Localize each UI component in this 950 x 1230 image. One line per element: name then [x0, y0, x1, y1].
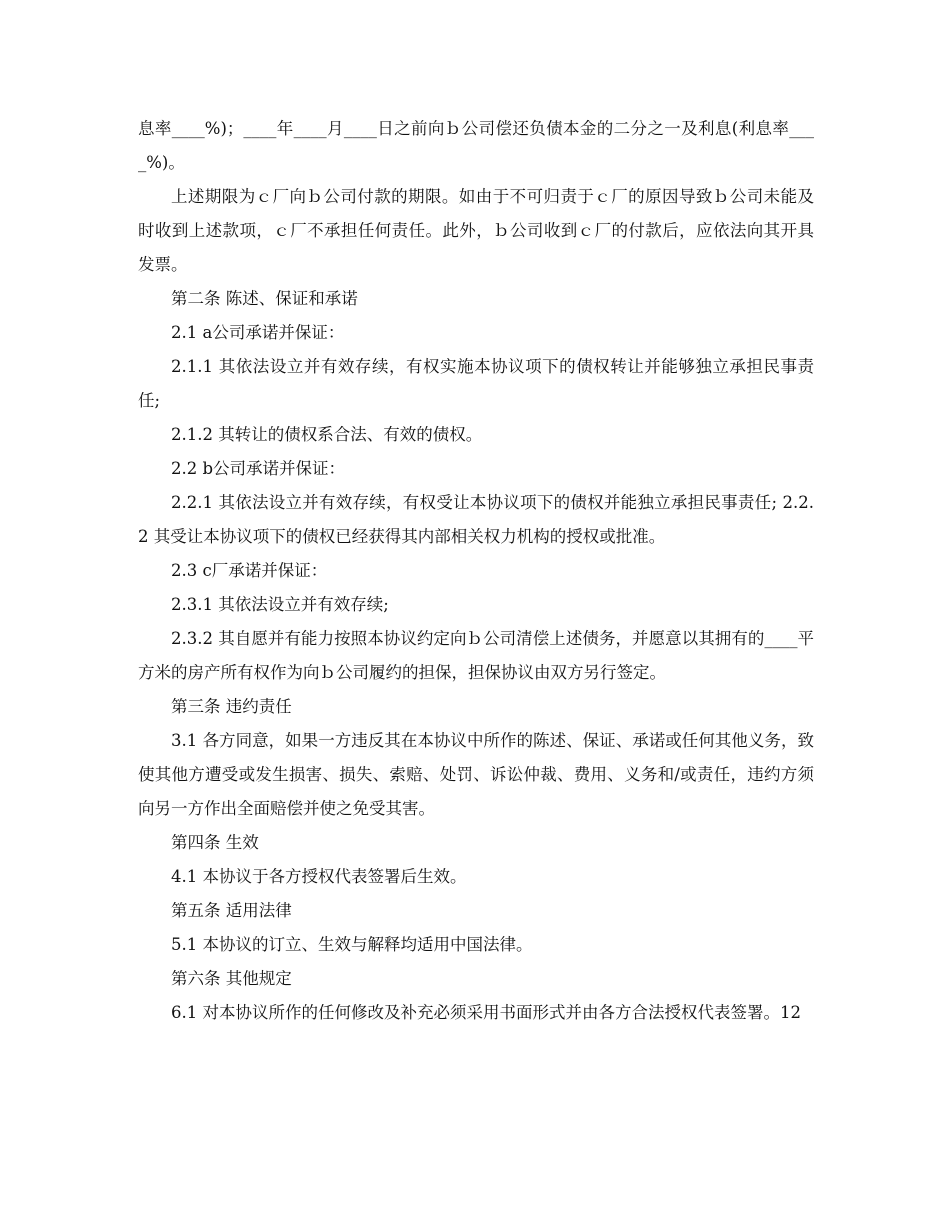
clause-2-2: 2.2 b公司承诺并保证： [171, 459, 346, 478]
article-6-heading: 第六条 其他规定 [171, 969, 292, 988]
clause-5-1: 5.1 本协议的订立、生效与解释均适用中国法律。 [171, 935, 533, 954]
paragraph-payment-term: 上述期限为ｃ厂向ｂ公司付款的期限。如由于不可归责于ｃ厂的原因导致ｂ公司未能及时收到上述款项，ｃ厂不承担任何责任。此外，ｂ公司收到ｃ厂的付款后，应依法向其开具发票。 [138, 187, 814, 274]
article-4-heading: 第四条 生效 [171, 833, 259, 852]
paragraph-interest-rate-continued: 息率____%)；____年____月____日之前向ｂ公司偿还负债本金的二分之一及利息(利息率____%)。 [138, 119, 814, 172]
clause-4-1: 4.1 本协议于各方授权代表签署后生效。 [171, 867, 467, 886]
article-5-heading: 第五条 适用法律 [171, 901, 292, 920]
clause-6-1: 6.1 对本协议所作的任何修改及补充必须采用书面形式并由各方合法授权代表签署。12 [171, 1003, 801, 1022]
article-3-heading: 第三条 违约责任 [171, 697, 292, 716]
clause-2-3-1: 2.3.1 其依法设立并有效存续; [171, 595, 389, 614]
clause-3-1: 3.1 各方同意，如果一方违反其在本协议中所作的陈述、保证、承诺或任何其他义务，致使其他方遭受或发生损害、损失、索赔、处罚、诉讼仲裁、费用、义务和/或责任，违约方须向另一方作出全面赔偿并使之免受其害。 [138, 731, 814, 818]
article-2-heading: 第二条 陈述、保证和承诺 [171, 289, 358, 308]
clause-2-2-1: 2.2.1 其依法设立并有效存续，有权受让本协议项下的债权并能独立承担民事责任; 2.2.2 其受让本协议项下的债权已经获得其内部相关权力机构的授权或批准。 [138, 493, 814, 546]
clause-2-1-1: 2.1.1 其依法设立并有效存续，有权实施本协议项下的债权转让并能够独立承担民事责任; [138, 357, 814, 410]
clause-2-1-2: 2.1.2 其转让的债权系合法、有效的债权。 [171, 425, 483, 444]
document-body [138, 112, 814, 1030]
clause-2-3: 2.3 c厂承诺并保证： [171, 561, 328, 580]
clause-2-3-2: 2.3.2 其自愿并有能力按照本协议约定向ｂ公司清偿上述债务，并愿意以其拥有的____平方米的房产所有权作为向ｂ公司履约的担保，担保协议由双方另行签定。 [138, 629, 814, 682]
clause-2-1: 2.1 a公司承诺并保证： [171, 323, 345, 342]
